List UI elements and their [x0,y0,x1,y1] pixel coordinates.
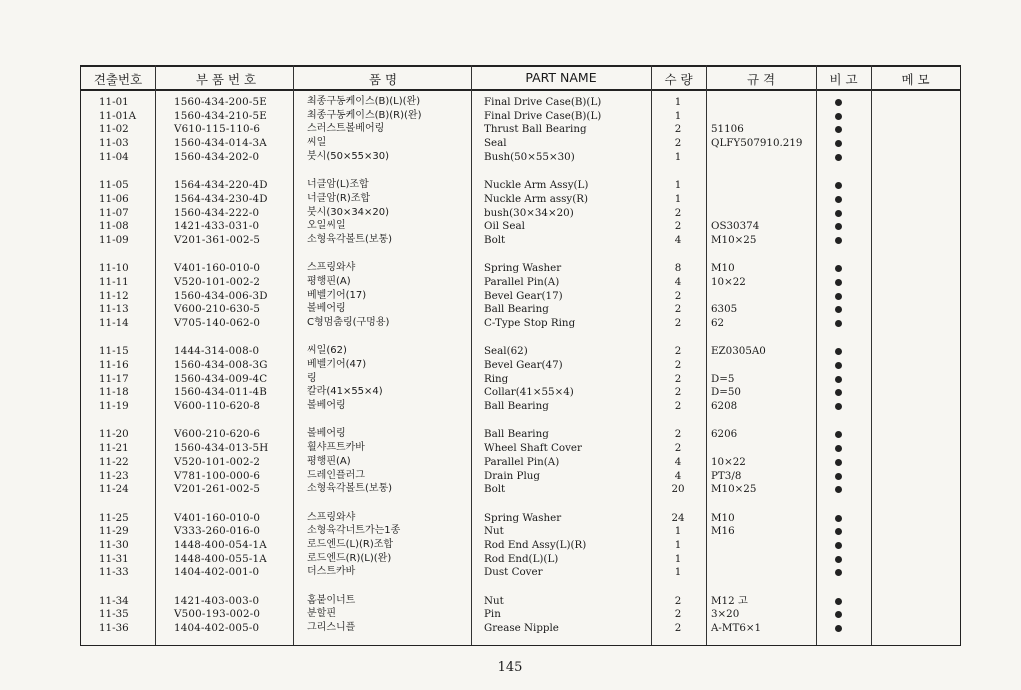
row-part-name: Thrust Ball Bearing [484,123,587,136]
row-part-no: 1404-402-005-0 [174,622,260,634]
remark-dot [833,95,843,102]
row-no: 11-21 [99,442,129,455]
remark-dot [833,136,843,143]
row-name-kr: 칼라(41×55×4) [307,386,383,398]
bullet-icon [835,376,842,383]
bullet-icon [835,625,842,632]
remark-dot [833,385,843,392]
row-name-kr: 분할핀 [307,608,336,620]
row-part-no: V600-110-620-8 [174,400,261,413]
remark-dot [833,233,843,240]
row-no: 11-01 [99,96,129,108]
row-no: 11-17 [99,372,129,385]
row-no: 11-05 [99,179,129,192]
row-part-no: 1421-403-003-0 [174,594,260,607]
row-part-no: 1564-434-220-4D [174,179,268,192]
row-part-no: 1564-434-230-4D [174,192,268,205]
bullet-icon [835,223,842,230]
row-part-name: Dust Cover [484,566,543,579]
bullet-icon [835,556,842,563]
header-no: 견출번호 [93,72,143,87]
remark-dot [833,607,843,614]
row-no: 11-25 [99,511,129,524]
row-part-no: V520-101-002-2 [174,275,261,288]
row-name-kr: 스프링와샤 [307,262,356,274]
remark-dot [833,178,843,185]
row-part-name: Bolt [484,233,506,246]
remark-dot [833,302,843,309]
bullet-icon [835,279,842,286]
row-name-kr: 최종구동케이스(B)(L)(완) [307,96,421,107]
row-part-name: Ball Bearing [484,428,549,441]
row-part-no: V333-260-016-0 [174,525,261,538]
row-part-name: Bevel Gear(17) [484,289,563,302]
bullet-icon [835,265,842,272]
remark-dot [833,427,843,434]
table-row [81,399,960,413]
parts-table [80,65,961,646]
table-row [81,358,960,372]
table-row [81,594,960,608]
row-name-kr: 붓시(30×34×20) [307,206,390,218]
row-qty: 2 [674,594,682,607]
bullet-icon [835,113,842,120]
row-qty: 4 [674,275,682,288]
row-spec: 6305 [711,303,738,316]
bullet-icon [835,182,842,189]
row-qty: 1 [674,109,682,122]
remark-dot [833,219,843,226]
table-header [81,65,960,91]
row-qty: 20 [671,483,685,496]
row-name-kr: 베벨기어(47) [307,359,367,370]
row-no: 11-23 [99,469,129,482]
row-spec: 62 [711,317,725,329]
row-name-kr: 드레인플러그 [307,469,365,481]
row-no: 11-31 [99,552,129,565]
row-part-no: V781-100-000-6 [174,469,261,482]
row-spec: 6208 [711,400,738,413]
row-part-no: V500-193-002-0 [174,608,261,621]
row-name-kr: 홈붙이너트 [307,594,356,606]
table-row [81,136,960,150]
row-qty: 24 [671,511,685,524]
row-qty: 1 [674,525,682,538]
row-name-kr: 붓시(50×55×30) [307,150,390,162]
table-row [81,109,960,123]
row-part-name: Nuckle Arm assy(R) [484,192,589,205]
remark-dot [833,524,843,531]
row-no: 11-29 [99,525,129,538]
row-qty: 2 [674,345,682,358]
row-part-name: Bolt [484,483,506,496]
row-no: 11-11 [99,275,129,288]
row-spec: D=50 [711,386,741,399]
row-name-kr: 그리스니플 [307,622,356,633]
row-no: 11-09 [99,233,129,246]
bullet-icon [835,320,842,327]
table-row [81,385,960,399]
row-part-name: Wheel Shaft Cover [484,442,582,455]
row-spec: A-MT6×1 [711,622,762,634]
bullet-icon [835,569,842,576]
row-qty: 2 [674,220,682,233]
row-part-name: Parallel Pin(A) [484,455,560,468]
row-qty: 2 [674,400,682,413]
row-part-no: 1448-400-054-1A [174,538,267,551]
remark-dot [833,455,843,462]
row-no: 11-19 [99,400,129,413]
remark-dot [833,565,843,572]
row-name-kr: 소형육각너트가는1종 [307,525,401,537]
row-part-no: 1560-434-013-5H [174,442,269,455]
table-row [81,372,960,386]
row-qty: 2 [674,386,682,399]
table-row [81,607,960,621]
row-qty: 1 [674,566,682,579]
bullet-icon [835,293,842,300]
header-remark: 비 고 [829,72,858,87]
row-part-no: 1560-434-011-4B [174,386,268,399]
table-row [81,565,960,579]
row-part-name: Final Drive Case(B)(L) [484,109,602,122]
header-qty: 수 량 [664,72,693,87]
row-qty: 1 [674,192,682,205]
table-row [81,552,960,566]
row-qty: 1 [674,96,682,108]
row-qty: 2 [674,289,682,302]
row-part-name: Spring Washer [484,511,562,524]
row-spec: 51106 [711,123,744,136]
row-part-no: V201-361-002-5 [174,233,261,246]
row-name-kr: 스프링와샤 [307,511,356,523]
bullet-icon [835,598,842,605]
remark-dot [833,399,843,406]
bullet-icon [835,196,842,203]
remark-dot [833,316,843,323]
row-part-no: 1444-314-008-0 [174,345,260,358]
row-qty: 2 [674,428,682,441]
row-qty: 2 [674,372,682,385]
remark-dot [833,150,843,157]
bullet-icon [835,459,842,466]
table-row [81,621,960,635]
table-row [81,344,960,358]
row-qty: 2 [674,137,682,150]
row-no: 11-07 [99,206,129,219]
remark-dot [833,372,843,379]
row-no: 11-30 [99,538,129,551]
row-part-no: V600-210-620-6 [174,428,261,441]
table-row [81,511,960,525]
bullet-icon [835,362,842,369]
row-part-no: 1560-434-202-0 [174,150,260,163]
row-spec: M10 [711,262,735,275]
bullet-icon [835,306,842,313]
row-part-name: Bush(50×55×30) [484,150,575,163]
row-no: 11-36 [99,622,129,634]
row-no: 11-12 [99,289,129,302]
table-row [81,95,960,109]
bullet-icon [835,473,842,480]
row-qty: 2 [674,123,682,136]
row-name-kr: 너클암(L)조합 [307,179,369,191]
table-row [81,538,960,552]
row-qty: 1 [674,150,682,163]
row-spec: OS30374 [711,220,760,233]
row-no: 11-16 [99,359,129,371]
row-no: 11-15 [99,345,129,358]
row-qty: 1 [674,552,682,565]
row-part-name: Parallel Pin(A) [484,275,560,288]
row-spec: M12 고 [711,594,748,607]
row-name-kr: 베벨기어(17) [307,289,367,301]
row-part-name: Nuckle Arm Assy(L) [484,179,589,192]
row-spec: M10 [711,511,735,524]
bullet-icon [835,403,842,410]
bullet-icon [835,126,842,133]
row-part-no: V201-261-002-5 [174,483,261,496]
row-qty: 2 [674,622,682,634]
row-part-name: bush(30×34×20) [484,206,574,219]
bullet-icon [835,542,842,549]
remark-dot [833,511,843,518]
row-spec: M10×25 [711,233,757,246]
remark-dot [833,621,843,628]
row-part-no: V401-160-010-0 [174,511,261,524]
row-part-name: Final Drive Case(B)(L) [484,96,602,108]
table-row [81,441,960,455]
row-no: 11-06 [99,192,129,205]
row-qty: 4 [674,233,682,246]
row-name-kr: 로드엔드(L)(R)조합 [307,538,394,550]
row-no: 11-01A [99,109,137,122]
header-spec: 규 격 [746,72,776,87]
row-no: 11-03 [99,137,129,150]
table-row [81,482,960,496]
row-part-no: 1560-434-009-4C [174,372,268,385]
row-part-name: Drain Plug [484,469,540,482]
remark-dot [833,122,843,129]
bullet-icon [835,154,842,161]
bullet-icon [835,486,842,493]
row-name-kr: 볼베어링 [307,428,346,440]
header-part-name: PART NAME [525,70,597,85]
table-row [81,524,960,538]
table-row [81,275,960,289]
row-spec: QLFY507910.219 [711,137,803,150]
row-part-name: Spring Washer [484,262,562,275]
table-row [81,316,960,330]
row-spec: 10×22 [711,275,746,288]
row-no: 11-13 [99,303,129,316]
row-part-no: 1560-434-006-3D [174,289,268,302]
row-part-name: Rod End Assy(L)(R) [484,538,587,551]
remark-dot [833,289,843,296]
row-part-no: V610-115-110-6 [174,123,261,136]
row-part-name: Collar(41×55×4) [484,386,574,399]
row-part-no: 1421-433-031-0 [174,220,260,233]
row-part-name: Seal [484,137,507,150]
remark-dot [833,358,843,365]
remark-dot [833,344,843,351]
row-no: 11-08 [99,220,129,233]
remark-dot [833,594,843,601]
row-name-kr: 평행핀(A) [307,275,351,287]
row-part-no: 1404-402-001-0 [174,566,260,579]
row-name-kr: 소형육각볼트(보통) [307,483,393,495]
row-no: 11-10 [99,262,129,275]
row-part-name: Ball Bearing [484,303,549,316]
row-qty: 2 [674,206,682,219]
row-name-kr: 씨일 [307,137,327,149]
row-no: 11-18 [99,386,129,399]
row-part-name: Bevel Gear(47) [484,359,563,371]
row-name-kr: 휠샤프트카바 [307,442,365,454]
row-part-name: Nut [484,594,504,607]
row-part-no: 1448-400-055-1A [174,552,267,565]
table-row [81,178,960,192]
remark-dot [833,469,843,476]
row-name-kr: 스러스트볼베어링 [307,123,385,135]
row-part-no: V520-101-002-2 [174,455,261,468]
row-part-no: V401-160-010-0 [174,262,261,275]
table-row [81,261,960,275]
remark-dot [833,441,843,448]
row-qty: 1 [674,179,682,192]
table-row [81,427,960,441]
row-qty: 4 [674,469,682,482]
row-qty: 2 [674,303,682,316]
header-memo: 메 모 [901,72,930,87]
bullet-icon [835,237,842,244]
table-row [81,289,960,303]
bullet-icon [835,528,842,535]
row-no: 11-02 [99,123,129,136]
row-no: 11-20 [99,428,129,441]
row-name-kr: 더스트카바 [307,566,356,578]
bullet-icon [835,210,842,217]
row-part-no: 1560-434-008-3G [174,359,268,371]
row-part-name: Oil Seal [484,220,525,233]
row-qty: 2 [674,317,682,329]
row-name-kr: 볼베어링 [307,400,346,412]
row-qty: 2 [674,608,682,621]
remark-dot [833,275,843,282]
row-qty: 8 [674,262,682,275]
bullet-icon [835,348,842,355]
row-spec: 3×20 [711,608,740,621]
row-name-kr: 링 [307,372,317,384]
remark-dot [833,192,843,199]
row-part-name: C-Type Stop Ring [484,317,576,329]
row-spec: 6206 [711,428,738,441]
row-name-kr: 너클암(R)조합 [307,192,371,204]
row-part-name: Ring [484,372,509,385]
page-number: 145 [497,660,523,675]
row-name-kr: 오일씨일 [307,220,346,232]
row-no: 11-22 [99,455,129,468]
row-name-kr: C형멈춤링(구멍용) [307,317,390,328]
row-name-kr: 최종구동케이스(B)(R)(완) [307,109,422,121]
row-part-name: Ball Bearing [484,400,549,413]
table-row [81,206,960,220]
row-name-kr: 소형육각볼트(보통) [307,233,393,245]
row-part-name: Nut [484,525,504,538]
remark-dot [833,109,843,116]
table-row [81,192,960,206]
row-part-no: 1560-434-200-5E [174,96,268,108]
row-part-name: Grease Nipple [484,622,559,634]
header-name-kr: 품 명 [368,72,398,87]
row-part-no: V600-210-630-5 [174,303,261,316]
row-part-name: Rod End(L)(L) [484,552,559,565]
table-row [81,302,960,316]
row-part-name: Seal(62) [484,345,528,358]
table-row [81,122,960,136]
row-spec: PT3/8 [711,469,742,482]
table-row [81,150,960,164]
row-spec: D=5 [711,372,735,385]
row-spec: 10×22 [711,455,746,468]
bullet-icon [835,389,842,396]
table-row [81,469,960,483]
row-name-kr: 로드엔드(R)(L)(완) [307,552,392,564]
row-spec: M16 [711,525,735,538]
remark-dot [833,482,843,489]
remark-dot [833,206,843,213]
row-name-kr: 볼베어링 [307,303,346,315]
table-row [81,219,960,233]
remark-dot [833,538,843,545]
table-row [81,455,960,469]
row-qty: 2 [674,442,682,455]
remark-dot [833,552,843,559]
row-part-name: Pin [484,608,501,621]
row-no: 11-24 [99,483,129,496]
row-part-no: V705-140-062-0 [174,317,261,329]
remark-dot [833,261,843,268]
bullet-icon [835,611,842,618]
bullet-icon [835,431,842,438]
row-part-no: 1560-434-222-0 [174,206,260,219]
row-qty: 2 [674,359,682,371]
row-no: 11-04 [99,150,129,163]
bullet-icon [835,445,842,452]
row-spec: EZ0305A0 [711,345,766,358]
table-row [81,233,960,247]
row-no: 11-34 [99,594,129,607]
row-no: 11-14 [99,317,129,329]
row-name-kr: 씨일(62) [307,345,347,357]
row-qty: 1 [674,538,682,551]
row-no: 11-35 [99,608,129,621]
row-name-kr: 평행핀(A) [307,455,351,467]
row-part-no: 1560-434-014-3A [174,137,267,150]
bullet-icon [835,99,842,106]
row-qty: 4 [674,455,682,468]
bullet-icon [835,140,842,147]
row-no: 11-33 [99,566,129,579]
row-part-no: 1560-434-210-5E [174,109,268,122]
header-part-no: 부 품 번 호 [195,72,257,87]
row-spec: M10×25 [711,483,757,496]
bullet-icon [835,515,842,522]
